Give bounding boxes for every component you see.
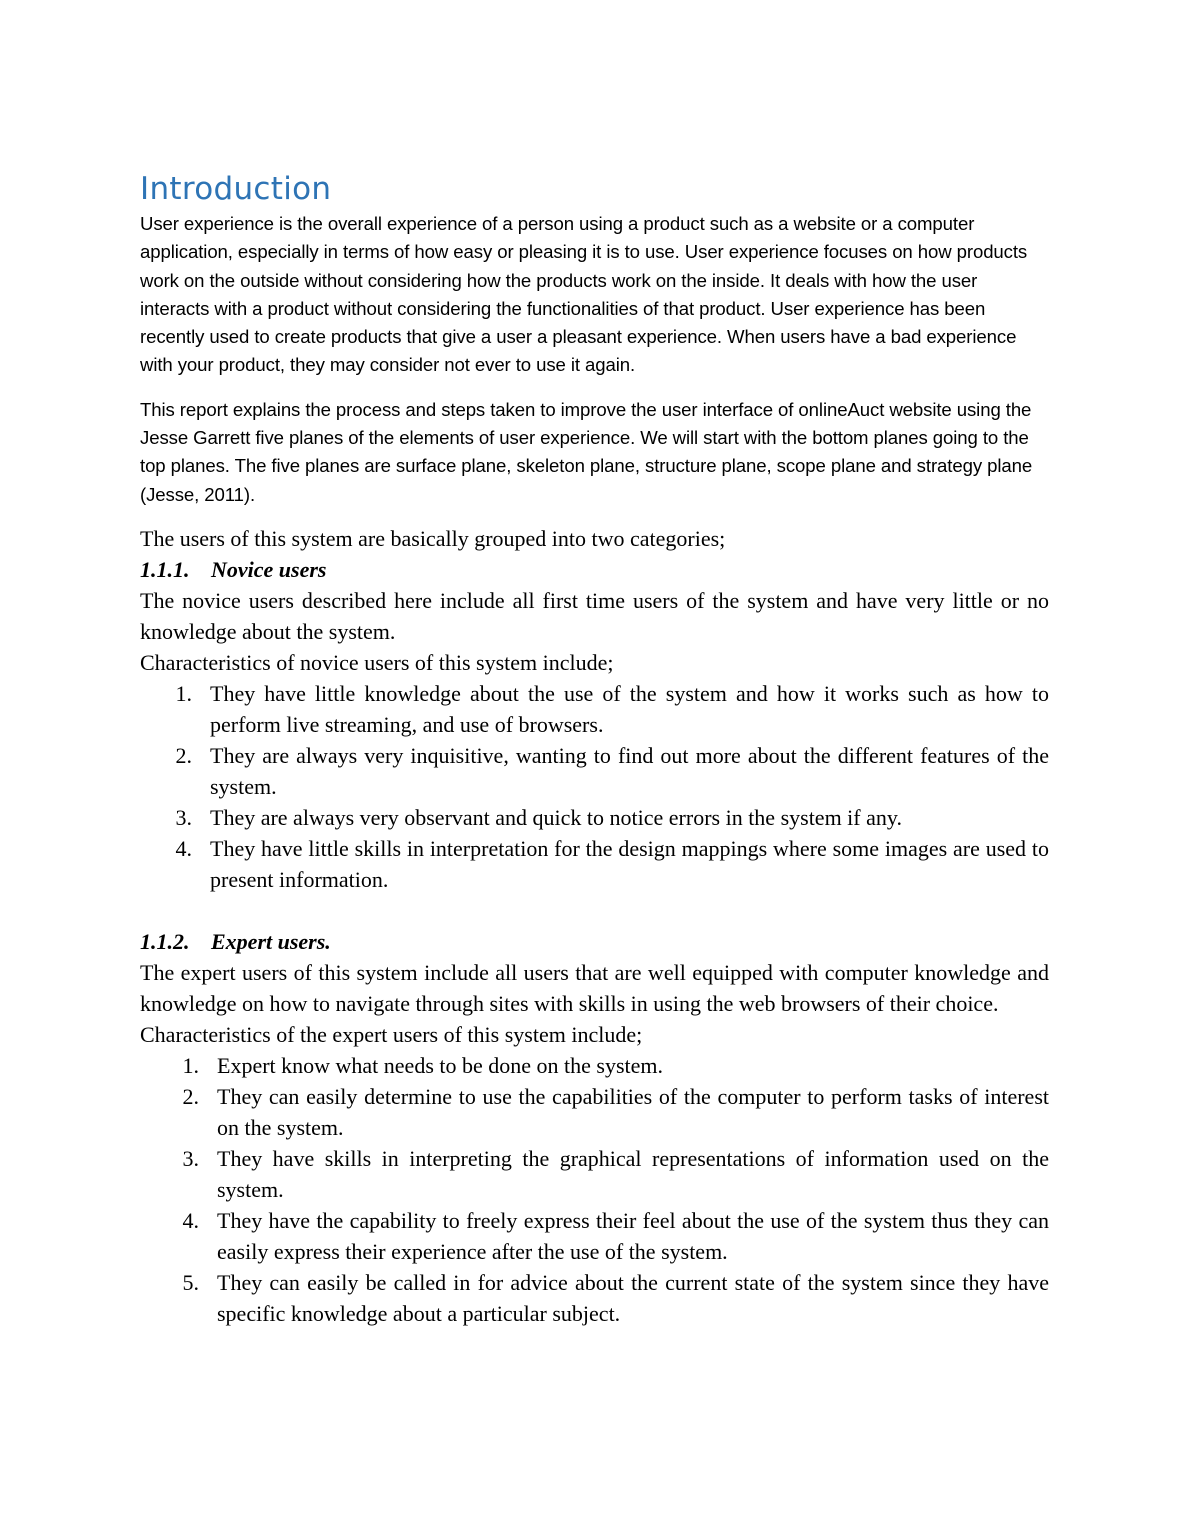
novice-users-heading bbox=[140, 554, 1049, 585]
list-item bbox=[140, 1143, 1049, 1205]
list-item bbox=[140, 678, 1049, 740]
document-page bbox=[140, 168, 1049, 1329]
list-text: They have skills in interpreting the graphical representations of information used on the system. bbox=[217, 1145, 1049, 1202]
expert-description: The expert users of this system include all users that are well equipped with computer knowledge and knowledge on how to navigate through sites with skills in using the web browsers of their choice. bbox=[140, 959, 1049, 1016]
list-number: 4. bbox=[175, 835, 192, 861]
list-text: They have little knowledge about the use of the system and how it works such as how to perform live streaming, and use of browsers. bbox=[210, 680, 1049, 737]
list-text: They can easily be called in for advice about the current state of the system since they have specific knowledge about a particular subject. bbox=[217, 1269, 1049, 1326]
list-text: They can easily determine to use the capabilities of the computer to perform tasks of interest on the system. bbox=[217, 1083, 1049, 1140]
page-title: Introduction bbox=[140, 171, 332, 207]
list-item bbox=[140, 1205, 1049, 1267]
list-number: 2. bbox=[175, 742, 192, 768]
list-item bbox=[140, 740, 1049, 802]
list-number: 5. bbox=[182, 1269, 199, 1295]
novice-characteristics-intro: Characteristics of novice users of this system include; bbox=[140, 649, 614, 675]
list-item bbox=[140, 1081, 1049, 1143]
list-text: They are always very inquisitive, wanting to find out more about the different features of the system. bbox=[210, 742, 1049, 799]
expert-characteristics-intro: Characteristics of the expert users of this system include; bbox=[140, 1021, 643, 1047]
section-number: 1.1.2. bbox=[140, 928, 190, 954]
expert-users-heading bbox=[140, 926, 1049, 957]
list-text: They have the capability to freely express their feel about the use of the system thus they can easily express their experience after the use of the system. bbox=[217, 1207, 1049, 1264]
spacer bbox=[140, 895, 1049, 926]
intro-paragraph-1: User experience is the overall experience of a person using a product such as a website or a computer application, especially in terms of how easy or pleasing it is to use. User experience focuses on how products work on the outside without considering how the products work on the inside. It deals with how the user interacts with a product without considering the functionalities of that product. User experience has been recently used to create products that give a user a pleasant experience. When users have a bad experience with your product, they may consider not ever to use it again. bbox=[140, 213, 1028, 376]
novice-characteristics-list bbox=[140, 678, 1049, 895]
section-title: Novice users bbox=[211, 556, 327, 582]
list-text: They are always very observant and quick to notice errors in the system if any. bbox=[210, 804, 902, 830]
users-intro: The users of this system are basically grouped into two categories; bbox=[140, 525, 726, 551]
novice-description: The novice users described here include all first time users of the system and have very little or no knowledge about the system. bbox=[140, 587, 1049, 644]
list-number: 4. bbox=[182, 1207, 199, 1233]
list-number: 3. bbox=[175, 804, 192, 830]
list-item bbox=[140, 1050, 1049, 1081]
list-item bbox=[140, 1267, 1049, 1329]
section-title: Expert users. bbox=[211, 928, 331, 954]
list-number: 1. bbox=[175, 680, 192, 706]
list-number: 1. bbox=[182, 1052, 199, 1078]
list-number: 3. bbox=[182, 1145, 199, 1171]
list-text: Expert know what needs to be done on the system. bbox=[217, 1052, 664, 1078]
list-number: 2. bbox=[182, 1083, 199, 1109]
list-item bbox=[140, 833, 1049, 895]
list-text: They have little skills in interpretation for the design mappings where some images are used to present information. bbox=[210, 835, 1049, 892]
intro-paragraph-2: This report explains the process and steps taken to improve the user interface of onlineAuct website using the Jesse Garrett five planes of the elements of user experience. We will start with the bottom planes going to the top planes. The five planes are surface plane, skeleton plane, structure plane, scope plane and strategy plane (Jesse, 2011). bbox=[140, 398, 1033, 505]
list-item bbox=[140, 802, 1049, 833]
section-number: 1.1.1. bbox=[140, 556, 190, 582]
expert-characteristics-list bbox=[140, 1050, 1049, 1329]
